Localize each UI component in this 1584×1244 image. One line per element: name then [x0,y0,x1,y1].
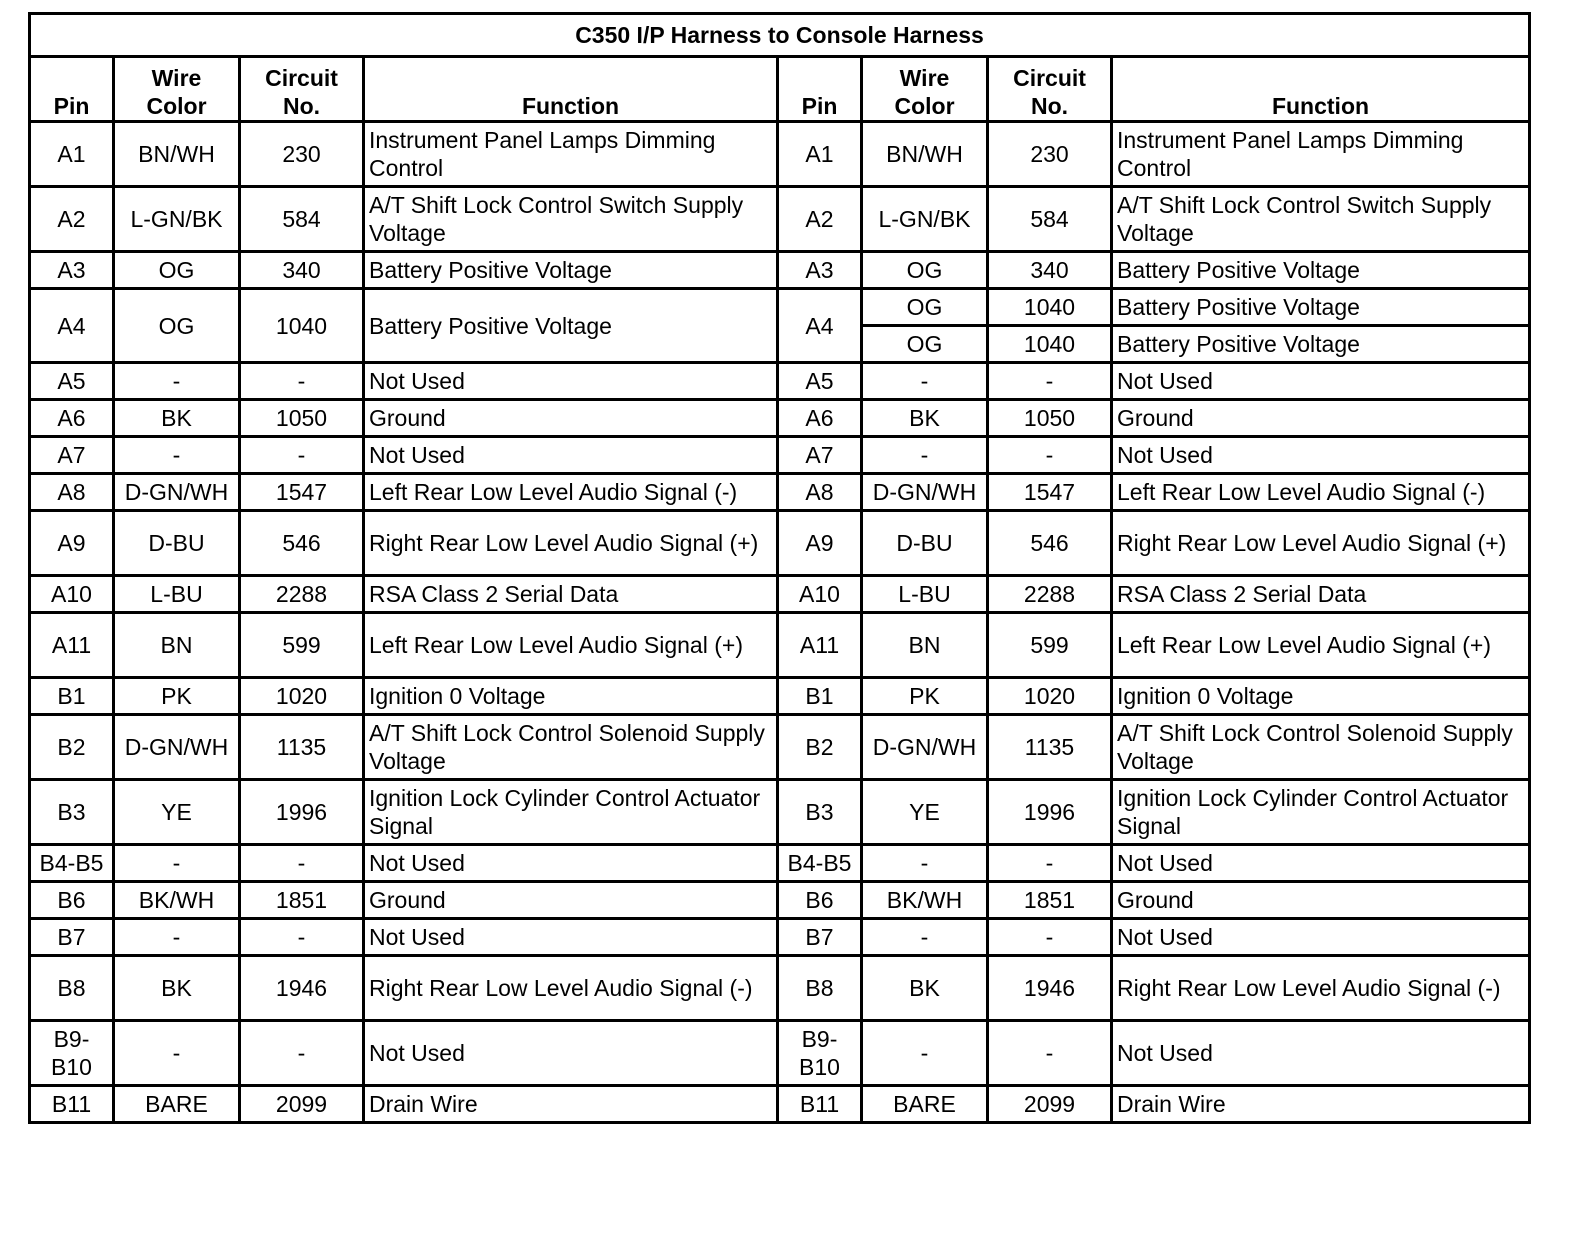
header-function-left: Function [364,57,778,122]
table-row [30,956,1530,1021]
wire-color-cell: BN [114,613,240,678]
table-row [30,122,1530,187]
pin-cell: B11 [778,1086,862,1123]
pin-cell: A11 [30,613,114,678]
function-cell: Ignition Lock Cylinder Control Actuator Signal [364,780,778,845]
function-cell: Ground [364,882,778,919]
circuit-cell: 1050 [988,400,1112,437]
pin-cell: A9 [778,511,862,576]
wire-color-cell: OG [114,252,240,289]
wire-color-cell: L-GN/BK [862,187,988,252]
circuit-cell: 1040 [988,289,1112,326]
function-cell: Not Used [364,845,778,882]
circuit-cell: - [240,919,364,956]
function-cell: Right Rear Low Level Audio Signal (+) [1112,511,1530,576]
circuit-cell: 2288 [240,576,364,613]
wire-color-cell: BK [862,400,988,437]
circuit-cell: 340 [988,252,1112,289]
circuit-cell: 2099 [240,1086,364,1123]
wire-color-cell: PK [114,678,240,715]
pin-cell: A3 [30,252,114,289]
wire-color-cell: OG [862,326,988,363]
table-row [30,437,1530,474]
table-row [30,780,1530,845]
pin-cell: A1 [778,122,862,187]
pin-cell: B1 [30,678,114,715]
circuit-cell: 1946 [988,956,1112,1021]
table-row [30,845,1530,882]
function-cell: Right Rear Low Level Audio Signal (+) [364,511,778,576]
table-row [30,1021,1530,1086]
table-row [30,187,1530,252]
function-cell: Drain Wire [364,1086,778,1123]
pin-cell: A1 [30,122,114,187]
wire-color-cell: D-GN/WH [114,715,240,780]
pin-cell: A5 [30,363,114,400]
harness-table-wrapper [28,12,1531,1124]
function-cell: Not Used [364,1021,778,1086]
function-cell: Drain Wire [1112,1086,1530,1123]
wire-color-cell: D-GN/WH [862,715,988,780]
function-cell: Right Rear Low Level Audio Signal (-) [364,956,778,1021]
function-cell: Not Used [1112,919,1530,956]
circuit-cell: 1996 [240,780,364,845]
function-cell: Battery Positive Voltage [1112,326,1530,363]
table-row [30,882,1530,919]
function-cell: Right Rear Low Level Audio Signal (-) [1112,956,1530,1021]
circuit-cell: - [988,919,1112,956]
circuit-cell: - [988,363,1112,400]
pin-cell: A8 [778,474,862,511]
pin-cell: B1 [778,678,862,715]
pin-cell: B6 [778,882,862,919]
circuit-cell: 1135 [988,715,1112,780]
wire-color-cell: BN/WH [114,122,240,187]
wire-color-cell: BARE [862,1086,988,1123]
circuit-cell: 1040 [240,289,364,363]
function-cell: Left Rear Low Level Audio Signal (+) [1112,613,1530,678]
pin-cell: B3 [778,780,862,845]
table-row [30,400,1530,437]
circuit-cell: 546 [240,511,364,576]
function-cell: Not Used [364,363,778,400]
wire-color-cell: BK [114,400,240,437]
function-cell: Ignition 0 Voltage [364,678,778,715]
circuit-cell: - [240,437,364,474]
header-wire-color-right: Wire Color [862,57,988,122]
function-cell: Instrument Panel Lamps Dimming Control [364,122,778,187]
pin-cell: A4 [778,289,862,363]
circuit-cell: 546 [988,511,1112,576]
header-circuit-no-right: Circuit No. [988,57,1112,122]
function-cell: Ground [1112,882,1530,919]
pin-cell: B9-B10 [778,1021,862,1086]
circuit-cell: 2288 [988,576,1112,613]
wire-color-cell: - [862,1021,988,1086]
wire-color-cell: BK/WH [862,882,988,919]
circuit-cell: 230 [988,122,1112,187]
header-pin-left: Pin [30,57,114,122]
table-row [30,919,1530,956]
function-cell: A/T Shift Lock Control Switch Supply Voltage [364,187,778,252]
wire-color-cell: BK [114,956,240,1021]
circuit-cell: - [988,845,1112,882]
header-circuit-no-left: Circuit No. [240,57,364,122]
wire-color-cell: YE [114,780,240,845]
wire-color-cell: - [114,919,240,956]
pin-cell: A3 [778,252,862,289]
wire-color-cell: - [114,363,240,400]
wire-color-cell: - [862,919,988,956]
pin-cell: B4-B5 [30,845,114,882]
circuit-cell: - [988,1021,1112,1086]
pin-cell: A11 [778,613,862,678]
wire-color-cell: BN/WH [862,122,988,187]
circuit-cell: - [240,363,364,400]
function-cell: Left Rear Low Level Audio Signal (+) [364,613,778,678]
function-cell: Not Used [364,437,778,474]
wire-color-cell: L-GN/BK [114,187,240,252]
pin-cell: B4-B5 [778,845,862,882]
table-body [30,122,1530,1123]
circuit-cell: 1946 [240,956,364,1021]
pin-cell: A5 [778,363,862,400]
table-row [30,474,1530,511]
table-row [30,715,1530,780]
harness-table [28,12,1531,1124]
circuit-cell: 1996 [988,780,1112,845]
circuit-cell: 1851 [988,882,1112,919]
function-cell: Battery Positive Voltage [364,289,778,363]
wire-color-cell: YE [862,780,988,845]
function-cell: Battery Positive Voltage [1112,252,1530,289]
wire-color-cell: D-BU [862,511,988,576]
function-cell: RSA Class 2 Serial Data [364,576,778,613]
circuit-cell: - [240,1021,364,1086]
circuit-cell: 1851 [240,882,364,919]
wire-color-cell: BN [862,613,988,678]
wire-color-cell: - [862,363,988,400]
function-cell: Not Used [1112,437,1530,474]
circuit-cell: 599 [988,613,1112,678]
function-cell: Instrument Panel Lamps Dimming Control [1112,122,1530,187]
function-cell: Ignition Lock Cylinder Control Actuator Signal [1112,780,1530,845]
circuit-cell: 1020 [988,678,1112,715]
circuit-cell: 2099 [988,1086,1112,1123]
pin-cell: A7 [30,437,114,474]
pin-cell: A2 [30,187,114,252]
wire-color-cell: - [114,437,240,474]
wire-color-cell: L-BU [862,576,988,613]
wire-color-cell: L-BU [114,576,240,613]
pin-cell: B2 [778,715,862,780]
circuit-cell: 1050 [240,400,364,437]
function-cell: A/T Shift Lock Control Switch Supply Voltage [1112,187,1530,252]
function-cell: Battery Positive Voltage [364,252,778,289]
table-row [30,289,1530,326]
pin-cell: A2 [778,187,862,252]
pin-cell: A8 [30,474,114,511]
function-cell: Not Used [1112,363,1530,400]
pin-cell: A9 [30,511,114,576]
circuit-cell: - [240,845,364,882]
circuit-cell: 1547 [988,474,1112,511]
wire-color-cell: BK/WH [114,882,240,919]
wire-color-cell: BARE [114,1086,240,1123]
wire-color-cell: OG [862,289,988,326]
wire-color-cell: - [862,437,988,474]
pin-cell: B9-B10 [30,1021,114,1086]
wire-color-cell: - [862,845,988,882]
circuit-cell: 230 [240,122,364,187]
circuit-cell: 584 [240,187,364,252]
circuit-cell: 584 [988,187,1112,252]
function-cell: Left Rear Low Level Audio Signal (-) [1112,474,1530,511]
header-pin-right: Pin [778,57,862,122]
table-row [30,252,1530,289]
circuit-cell: 1135 [240,715,364,780]
pin-cell: B11 [30,1086,114,1123]
pin-cell: B8 [30,956,114,1021]
pin-cell: A7 [778,437,862,474]
wire-color-cell: - [114,1021,240,1086]
function-cell: Not Used [364,919,778,956]
circuit-cell: 1020 [240,678,364,715]
table-row [30,576,1530,613]
circuit-cell: 599 [240,613,364,678]
function-cell: A/T Shift Lock Control Solenoid Supply Voltage [364,715,778,780]
pin-cell: B6 [30,882,114,919]
wire-color-cell: BK [862,956,988,1021]
function-cell: RSA Class 2 Serial Data [1112,576,1530,613]
pin-cell: B3 [30,780,114,845]
function-cell: Ground [1112,400,1530,437]
header-function-right: Function [1112,57,1530,122]
table-row [30,678,1530,715]
circuit-cell: 340 [240,252,364,289]
circuit-cell: 1040 [988,326,1112,363]
wire-color-cell: D-BU [114,511,240,576]
circuit-cell: - [988,437,1112,474]
table-row [30,613,1530,678]
wire-color-cell: - [114,845,240,882]
circuit-cell: 1547 [240,474,364,511]
wire-color-cell: OG [114,289,240,363]
table-row [30,363,1530,400]
header-wire-color-left: Wire Color [114,57,240,122]
wire-color-cell: D-GN/WH [862,474,988,511]
pin-cell: A6 [778,400,862,437]
function-cell: Left Rear Low Level Audio Signal (-) [364,474,778,511]
function-cell: Ground [364,400,778,437]
pin-cell: A10 [778,576,862,613]
pin-cell: A6 [30,400,114,437]
pin-cell: A4 [30,289,114,363]
wire-color-cell: OG [862,252,988,289]
wire-color-cell: D-GN/WH [114,474,240,511]
pin-cell: B7 [778,919,862,956]
pin-cell: A10 [30,576,114,613]
function-cell: Ignition 0 Voltage [1112,678,1530,715]
function-cell: Battery Positive Voltage [1112,289,1530,326]
function-cell: A/T Shift Lock Control Solenoid Supply Voltage [1112,715,1530,780]
table-row [30,1086,1530,1123]
pin-cell: B2 [30,715,114,780]
pin-cell: B8 [778,956,862,1021]
pin-cell: B7 [30,919,114,956]
function-cell: Not Used [1112,845,1530,882]
table-title: C350 I/P Harness to Console Harness [30,14,1530,57]
table-row [30,511,1530,576]
function-cell: Not Used [1112,1021,1530,1086]
wire-color-cell: PK [862,678,988,715]
